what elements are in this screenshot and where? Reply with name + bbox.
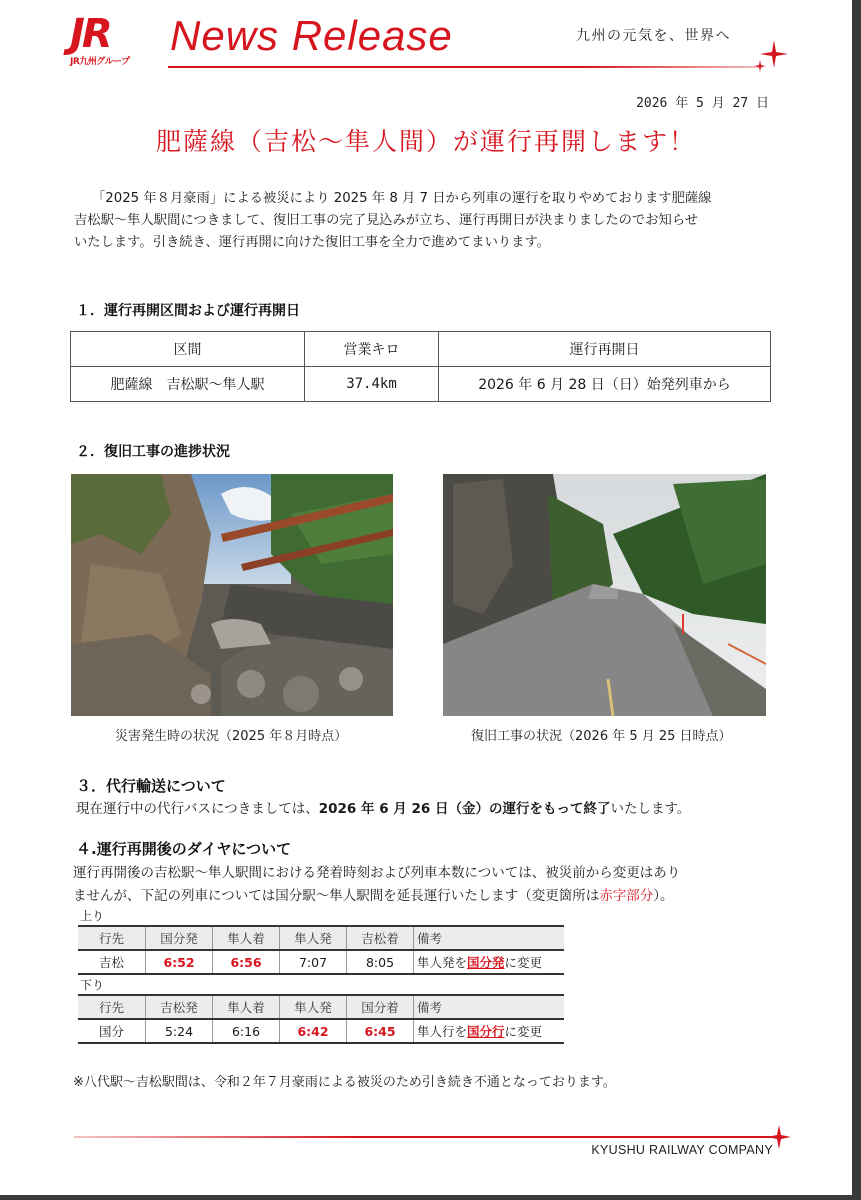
timetable-header-cell: 国分着: [347, 995, 414, 1019]
intro-line: 吉松駅～隼人駅間につきまして、復旧工事の完了見込みが立ち、運行再開日が決まりましたのでお知らせ: [74, 213, 699, 228]
up-timetable: [78, 925, 564, 975]
timetable-cell: 5:24: [146, 1019, 213, 1043]
note-segment: 隼人行を: [417, 1024, 468, 1039]
resumption-table: [70, 331, 771, 402]
news-release-title: News Release: [170, 12, 453, 59]
company-name: KYUSHU RAILWAY COMPANY: [591, 1143, 773, 1157]
section-4-heading: ４.運行再開後のダイヤについて: [76, 840, 292, 858]
page-title: 肥薩線（吉松～隼人間）が運行再開します！: [155, 127, 696, 156]
timetable-cell: 6:16: [213, 1019, 280, 1043]
timetable-note: [414, 950, 565, 974]
intro-line: 「2025 年８月豪雨」による被災により 2025 年 8 月 7 日から列車の運行を取りやめております肥薩線: [92, 191, 712, 206]
text-segment: ませんが、下記の列車については国分駅～隼人駅間を延長運行いたします（変更箇所は: [73, 888, 600, 904]
photo-caption-right: 復旧工事の状況（2026 年 5 月 25 日時点）: [471, 729, 732, 744]
logo-subtitle: JR九州グループ: [70, 57, 130, 67]
section-3-text: [76, 797, 690, 817]
release-date: 2026 年 5 月 27 日: [636, 96, 769, 111]
timetable-header-cell: 吉松発: [146, 995, 213, 1019]
sparkle-icon: [752, 38, 790, 72]
intro-line: いたします。引き続き、運行再開に向けた復旧工事を全力で進めてまいります。: [74, 235, 551, 250]
timetable-cell-changed: 6:45: [347, 1019, 414, 1043]
timetable-header-row: [78, 926, 564, 950]
timetable-header-cell: 備考: [414, 995, 565, 1019]
timetable-header-cell: 行先: [78, 926, 146, 950]
timetable-cell-changed: 6:56: [213, 950, 280, 974]
down-train-label: 下り: [80, 978, 105, 992]
table-header-row: [71, 332, 771, 367]
timetable-note: [414, 1019, 565, 1043]
timetable-cell-changed: 6:52: [146, 950, 213, 974]
timetable-header-cell: 備考: [414, 926, 565, 950]
timetable-header-cell: 行先: [78, 995, 146, 1019]
jr-kyushu-logo: [70, 11, 146, 67]
timetable-header-cell: 吉松着: [347, 926, 414, 950]
text-segment-red: 赤字部分: [599, 888, 654, 904]
timetable-header-cell: 隼人着: [213, 926, 280, 950]
section-3-heading: ３．代行輸送について: [76, 777, 226, 795]
up-train-label: 上り: [80, 909, 105, 923]
page-edge-bottom: [0, 1195, 861, 1200]
logo-mark: JR: [70, 11, 110, 57]
table-header-cell: 運行再開日: [439, 332, 771, 367]
table-cell: 2026 年 6 月 28 日（日）始発列車から: [439, 367, 771, 402]
timetable-header-cell: 隼人発: [280, 995, 347, 1019]
text-segment: ）。: [653, 888, 674, 904]
timetable-header-row: [78, 995, 564, 1019]
section-2-heading: ２．復旧工事の進捗状況: [76, 444, 230, 460]
section-1-heading: １．運行再開区間および運行再開日: [76, 303, 300, 319]
timetable-row: [78, 950, 564, 974]
timetable-header-cell: 隼人発: [280, 926, 347, 950]
section-4-line-1: 運行再開後の吉松駅～隼人駅間における発着時刻および列車本数については、被災前から変更はあり: [73, 865, 681, 881]
note-segment: に変更: [504, 955, 543, 970]
table-cell: 37.4km: [305, 367, 439, 402]
section-4-line-2: [73, 884, 673, 904]
table-cell: 肥薩線 吉松駅～隼人駅: [71, 367, 305, 402]
photo-caption-left: 災害発生時の状況（2025 年８月時点）: [115, 729, 348, 744]
disaster-photo: [71, 474, 393, 716]
timetable-cell-changed: 6:42: [280, 1019, 347, 1043]
header-rule: [168, 66, 763, 68]
text-segment: 現在運行中の代行バスにつきましては、: [76, 801, 319, 817]
note-segment-red: 国分行: [467, 1024, 505, 1039]
table-header-cell: 区間: [71, 332, 305, 367]
down-timetable: [78, 994, 564, 1044]
page-edge-right: [852, 0, 861, 1200]
note-segment: 隼人発を: [417, 955, 468, 970]
footer-rule: [74, 1136, 774, 1138]
note-segment-red: 国分発: [467, 955, 505, 970]
table-row: [71, 367, 771, 402]
intro-paragraph: [74, 188, 782, 254]
slogan: 九州の元気を、世界へ: [576, 28, 731, 44]
timetable-cell: 国分: [78, 1019, 146, 1043]
note-segment: に変更: [504, 1024, 543, 1039]
timetable-row: [78, 1019, 564, 1043]
timetable-cell: 吉松: [78, 950, 146, 974]
footnote: ※八代駅～吉松駅間は、令和２年７月豪雨による被災のため引き続き不通となっております。: [73, 1075, 616, 1090]
text-segment-bold: 2026 年 6 月 26 日（金）の運行をもって終了: [318, 801, 611, 817]
text-segment: いたします。: [610, 801, 691, 817]
timetable-header-cell: 隼人着: [213, 995, 280, 1019]
restoration-photo: [443, 474, 766, 716]
timetable-cell: 7:07: [280, 950, 347, 974]
table-header-cell: 営業キロ: [305, 332, 439, 367]
timetable-cell: 8:05: [347, 950, 414, 974]
timetable-header-cell: 国分発: [146, 926, 213, 950]
